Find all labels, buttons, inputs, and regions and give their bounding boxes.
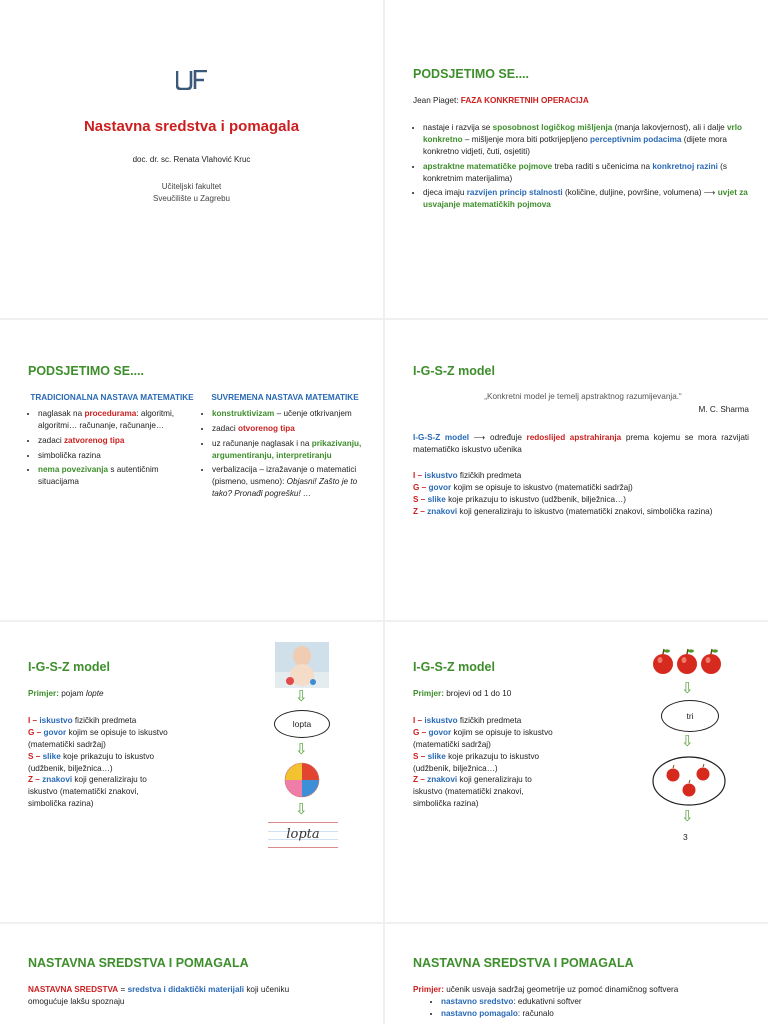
slide-title	[0, 0, 383, 318]
down-arrow-icon: ⇩	[295, 801, 308, 818]
down-arrow-icon: ⇩	[295, 688, 308, 705]
slide-example-numbers	[385, 622, 768, 922]
faculty-logo	[176, 70, 208, 90]
comparison-columns	[28, 392, 368, 503]
down-arrow-icon: ⇩	[681, 680, 694, 697]
down-arrow-icon: ⇩	[295, 741, 308, 758]
slide-igsz-model	[385, 320, 768, 620]
model-definition: I-G-S-Z model ⟶ određuje redoslijed apstrahiranja prema kojemu se mora razvijati matematičko iskustvo učenika	[413, 433, 749, 454]
ball-icon	[284, 762, 320, 798]
step-z: Z – znakovi koji generaliziraju to iskustvo (matematički znakovi, simbolička razina)	[413, 775, 532, 809]
slide-heading: NASTAVNA SREDSTVA I POMAGALA	[28, 956, 249, 970]
list-item: • konstruktivizam – učenje otkrivanjem	[212, 408, 368, 420]
column-heading: TRADICIONALNA NASTAVA MATEMATIKE	[30, 393, 194, 402]
slide-piaget	[385, 0, 768, 318]
list-item: • nema povezivanja s autentičnim situacijama	[38, 464, 196, 488]
three-apples-icon	[651, 648, 723, 676]
column-heading: SUVREMENA NASTAVA MATEMATIKE	[211, 393, 359, 402]
list-item: • nastavno pomagalo: računalo	[441, 1008, 741, 1020]
modern-column	[202, 392, 368, 503]
step-g: G – govor kojim se opisuje to iskustvo (matematički sadržaj)	[28, 727, 168, 749]
definition: NASTAVNA SREDSTVA = sredstva i didaktički materijali koji učeniku omogućuje lakšu spoznaju	[28, 985, 290, 1006]
author: doc. dr. sc. Renata Vlahović Kruc	[132, 155, 251, 164]
list-item: • naglasak na procedurama: algoritmi, algoritmi… računanje, računanje…	[38, 408, 196, 432]
number-symbol: 3	[683, 832, 688, 842]
speech-bubble: lopta	[274, 710, 330, 738]
slide-teaching-aids	[0, 924, 383, 1024]
slide-teaching-aids-example	[385, 924, 768, 1024]
example-line: Primjer: pojam lopte	[28, 689, 104, 698]
list-item: • zadaci zatvorenog tipa	[38, 435, 196, 447]
list-item: • zadaci otvorenog tipa	[212, 423, 368, 435]
step-s: S – slike koje prikazuju to iskustvo (udžbenik, bilježnica…)	[413, 494, 627, 504]
written-word: lopta	[286, 827, 320, 842]
speech-bubble: tri	[661, 700, 719, 732]
step-s: S – slike koje prikazuju to iskustvo (udžbenik, bilježnica…)	[28, 751, 155, 773]
university-name: Sveučilište u Zagrebu	[153, 194, 230, 203]
down-arrow-icon: ⇩	[681, 733, 694, 750]
model-steps	[413, 715, 563, 810]
slide-heading: I-G-S-Z model	[413, 364, 495, 378]
step-i: I – iskustvo fizičkih predmeta	[413, 471, 522, 480]
example-line: Primjer: učenik usvaja sadržaj geometrije uz pomoć dinamičnog softvera	[413, 985, 679, 994]
step-z: Z – znakovi koji generaliziraju to iskustvo (matematički znakovi, simbolička razina)	[28, 775, 147, 809]
step-g: G – govor kojim se opisuje to iskustvo (matematički sadržaj)	[413, 727, 553, 749]
quote-author: M. C. Sharma	[698, 405, 749, 414]
slide-comparison	[0, 320, 383, 620]
piaget-intro: Jean Piaget: FAZA KONKRETNIH OPERACIJA	[413, 96, 589, 105]
baby-photo	[275, 642, 329, 688]
example-list	[431, 996, 741, 1020]
example-line: Primjer: brojevi od 1 do 10	[413, 689, 512, 698]
slide-heading: NASTAVNA SREDSTVA I POMAGALA	[413, 956, 634, 970]
traditional-column	[28, 392, 196, 503]
list-item: • nastaje i razvija se sposobnost logičkog mišljenja (manja lakovjernost), ali i dalje vrlo konkretno – mišljenje mora biti potkrijepljeno perceptivnim podacima (dijete mora konkretno vidjeti, čuti, osjetiti)	[423, 122, 763, 158]
faculty-name: Učiteljski fakultet	[161, 182, 222, 191]
list-item: • nastavno sredstvo: edukativni softver	[441, 996, 741, 1008]
quote: „Konkretni model je temelj apstraktnog razumijevanja.“	[484, 392, 682, 401]
list-item: • uz računanje naglasak i na prikazivanju, argumentiranju, interpretiranju	[212, 438, 368, 462]
slide-heading: I-G-S-Z model	[28, 660, 110, 674]
apples-set-drawing	[651, 755, 727, 807]
step-s: S – slike koje prikazuju to iskustvo (udžbenik, bilježnica…)	[413, 751, 540, 773]
list-item: • simbolička razina	[38, 450, 196, 462]
notebook-lines	[268, 822, 338, 848]
step-g: G – govor kojim se opisuje to iskustvo (matematički sadržaj)	[413, 482, 633, 492]
piaget-list	[413, 122, 763, 214]
list-item: • apstraktne matematičke pojmove treba raditi s učenicima na konkretnoj razini (s konkretnim materijalima)	[423, 161, 763, 185]
slide-heading: I-G-S-Z model	[413, 660, 495, 674]
step-z: Z – znakovi koji generaliziraju to iskustvo (matematički znakovi, simbolička razina)	[413, 506, 713, 516]
slide-heading: PODSJETIMO SE....	[28, 364, 144, 378]
model-steps	[28, 715, 178, 810]
list-item: • verbalizacija – izražavanje o matematici (pismeno, usmeno): Objasni! Zašto je to tako? Pronađi pogrešku! …	[212, 464, 368, 500]
slide-example-ball	[0, 622, 383, 922]
slide-heading: PODSJETIMO SE....	[413, 67, 529, 81]
step-i: I – iskustvo fizičkih predmeta	[413, 716, 522, 725]
presentation-title: Nastavna sredstva i pomagala	[83, 118, 300, 135]
model-steps	[413, 470, 753, 518]
list-item: • djeca imaju razvijen princip stalnosti (količine, duljine, površine, volumena) ⟶ uvjet za usvajanje matematičkih pojmova	[423, 187, 763, 211]
down-arrow-icon: ⇩	[681, 808, 694, 825]
step-i: I – iskustvo fizičkih predmeta	[28, 716, 137, 725]
